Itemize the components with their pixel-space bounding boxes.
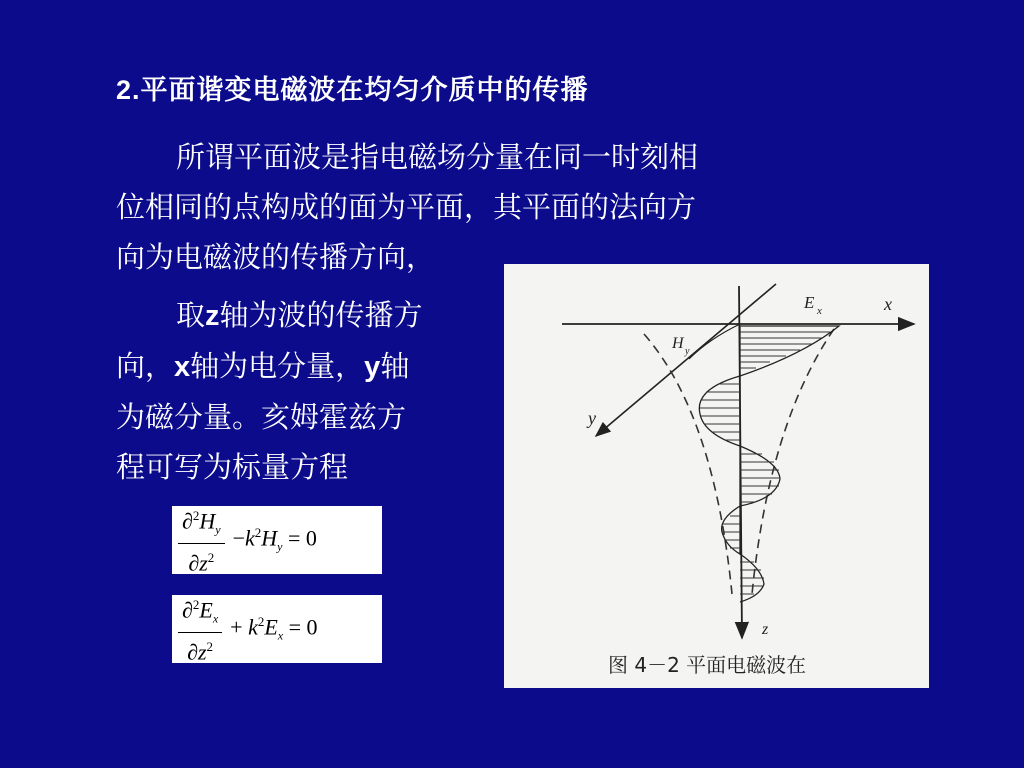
hy-wave [689, 324, 740, 359]
label-hy-sub: y [685, 346, 690, 357]
paragraph-line [116, 290, 476, 341]
section-heading [116, 68, 589, 107]
label-ex: E [804, 293, 815, 312]
paragraph-line [116, 341, 476, 392]
label-y: y [588, 408, 596, 428]
section-number: 2. [116, 75, 141, 105]
equation-denominator: $\partial z^2$ [187, 638, 214, 665]
paragraph-line: 为磁分量。亥姆霍兹方 [116, 400, 407, 434]
figure-caption: 图 4－2 平面电磁波在 [608, 653, 807, 677]
y-axis-line [596, 284, 776, 436]
paragraph-line: 向为电磁波的传播方向， [116, 240, 436, 274]
section-title: 平面谐变电磁波在均匀介质中的传播 [140, 75, 589, 106]
equation-remainder: + $k^2E_x = 0$ [230, 614, 318, 643]
equation-fraction [178, 592, 222, 666]
equation-helmholtz-hy [172, 506, 382, 574]
paragraph-axis-definition [116, 290, 476, 492]
equation-numerator: $\partial^2E_x$ [178, 592, 222, 633]
ex-wave-lobe-2 [699, 376, 740, 446]
ex-wave-lobe-4 [722, 506, 740, 554]
equation-denominator: $\partial z^2$ [188, 549, 215, 576]
text-run: 取 [176, 298, 206, 332]
equation-remainder: $-k^2H_y = 0$ [232, 525, 317, 554]
paragraph-line: 位相同的点构成的面为平面，其平面的法向方 [116, 190, 697, 224]
text-run: 轴 [380, 349, 410, 383]
text-run: 向， [116, 349, 175, 383]
text-run: 轴为电分量， [190, 349, 365, 383]
paragraph-line: 所谓平面波是指电磁场分量在同一时刻相 [176, 140, 699, 174]
equation-numerator: $\partial^2H_y$ [178, 503, 225, 544]
plane-wave-diagram [504, 264, 929, 688]
label-x: x [884, 294, 892, 314]
variable-z: z [205, 300, 220, 332]
ex-wave-lobe-3 [740, 446, 780, 506]
equation-fraction [178, 503, 225, 577]
variable-x: x [174, 351, 191, 383]
paragraph-plane-wave-definition [116, 132, 806, 282]
paragraph-line: 程可写为标量方程 [116, 450, 349, 484]
envelope-left [644, 334, 732, 594]
equation-helmholtz-ex [172, 595, 382, 663]
label-ex-sub: x [817, 305, 822, 317]
label-hy: H [672, 335, 684, 352]
plane-wave-figure [504, 264, 929, 688]
ex-wave-hatching [700, 332, 830, 594]
label-z: z [762, 621, 769, 638]
variable-y: y [364, 351, 381, 383]
text-run: 轴为波的传播方 [219, 298, 423, 332]
